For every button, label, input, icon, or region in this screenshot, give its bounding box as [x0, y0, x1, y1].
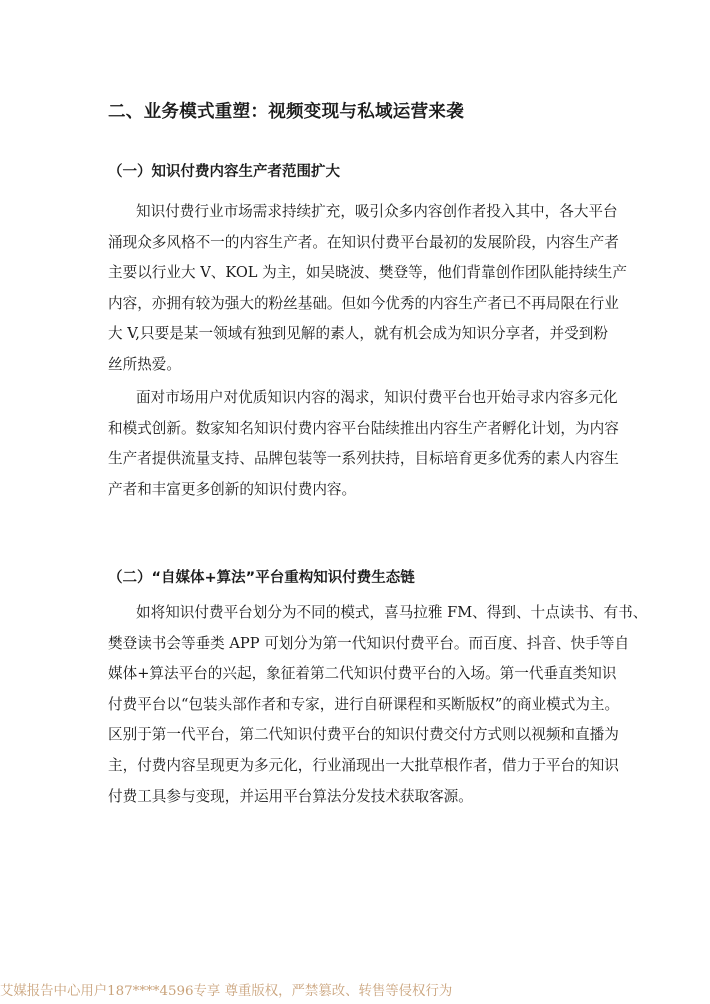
paragraph-line: 生产者提供流量支持、品牌包装等一系列扶持，目标培育更多优秀的素人内容生	[108, 450, 619, 468]
paragraph-1	[108, 197, 627, 381]
paragraph-2	[108, 383, 619, 505]
paragraph-line: 面对市场用户对优质知识内容的渴求，知识付费平台也开始寻求内容多元化	[136, 389, 618, 406]
paragraph-line: 付费工具参与变现，并运用平台算法分发技术获取客源。	[108, 787, 473, 805]
paragraph-line: 如将知识付费平台划分为不同的模式，喜马拉雅 FM、得到、十点读书、有书、	[136, 604, 648, 621]
paragraph-line: 内容，亦拥有较为强大的粉丝基础。但如今优秀的内容生产者已不再局限在行业	[108, 294, 619, 312]
paragraph-3	[108, 598, 648, 812]
paragraph-line: 产者和丰富更多创新的知识付费内容。	[108, 480, 357, 498]
paragraph-line: 付费平台以“包装头部作者和专家，进行自研课程和买断版权”的商业模式为主。	[108, 695, 620, 713]
paragraph-line: 主要以行业大 V、KOL 为主，如吴晓波、樊登等，他们背靠创作团队能持续生产	[108, 264, 627, 282]
paragraph-line: 大 V,只要是某一领域有独到见解的素人，就有机会成为知识分享者，并受到粉	[108, 325, 608, 343]
paragraph-line: 樊登读书会等垂类 APP 可划分为第一代知识付费平台。而百度、抖音、快手等自	[108, 634, 630, 652]
paragraph-line: 涌现众多风格不一的内容生产者。在知识付费平台最初的发展阶段，内容生产者	[108, 233, 619, 251]
section-heading: 二、业务模式重塑：视频变现与私域运营来袭	[108, 102, 464, 122]
paragraph-line: 和模式创新。数家知名知识付费内容平台陆续推出内容生产者孵化计划，为内容	[108, 419, 619, 437]
subsection-title-2: （二）“自媒体+算法”平台重构知识付费生态链	[108, 570, 415, 586]
paragraph-line: 丝所热爱。	[108, 355, 181, 373]
paragraph-line: 知识付费行业市场需求持续扩充，吸引众多内容创作者投入其中，各大平台	[136, 203, 618, 220]
paragraph-line: 主，付费内容呈现更为多元化，行业涌现出一大批草根作者，借力于平台的知识	[108, 756, 619, 774]
paragraph-line: 媒体+算法平台的兴起，象征着第二代知识付费平台的入场。第一代垂直类知识	[108, 665, 617, 683]
copyright-footer: 艾媒报告中心用户187****4596专享 尊重版权，严禁篡改、转售等侵权行为	[0, 984, 453, 999]
paragraph-line: 区别于第一代平台，第二代知识付费平台的知识付费交付方式则以视频和直播为	[108, 726, 619, 744]
subsection-title-1: （一）知识付费内容生产者范围扩大	[108, 164, 340, 180]
